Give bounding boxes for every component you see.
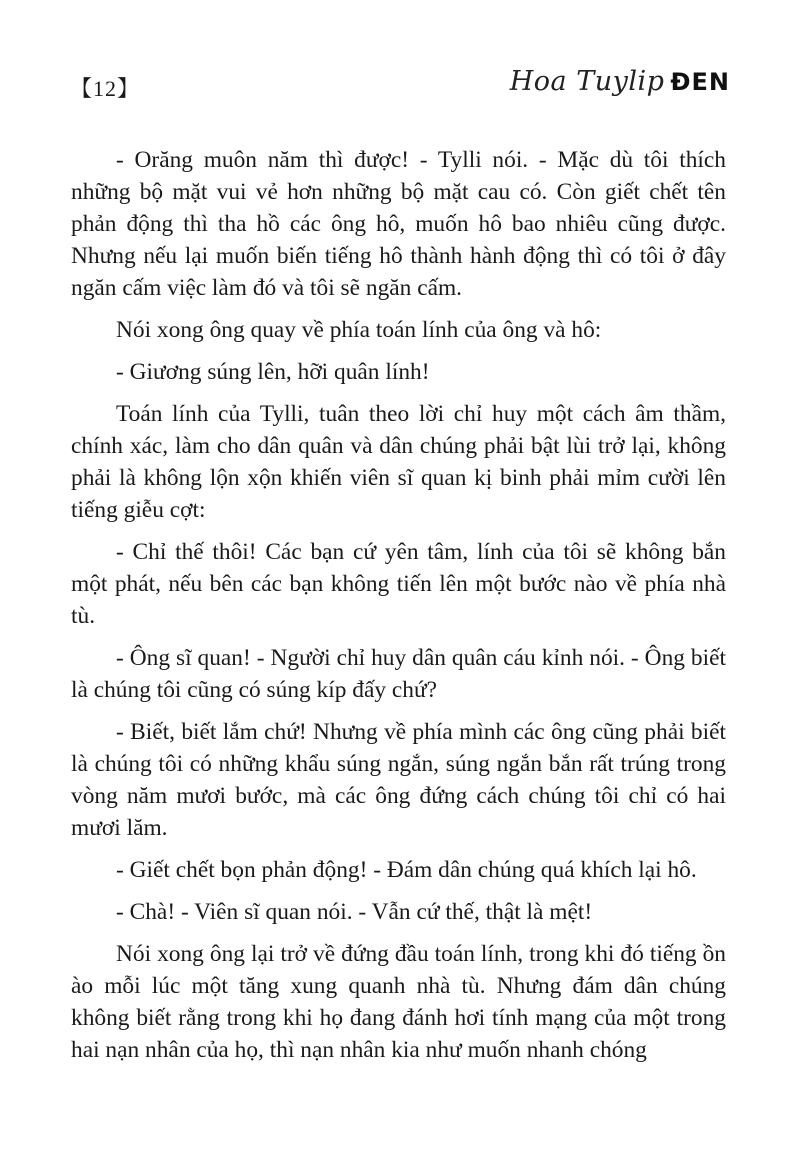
paragraph: - Ông sĩ quan! - Người chỉ huy dân quân cáu kỉnh nói. - Ông biết là chúng tôi cũng có súng kíp đấy chứ? xyxy=(71,645,726,703)
paragraph: - Giết chết bọn phản động! - Đám dân chúng quá khích lại hô. xyxy=(116,857,697,883)
paragraph: Nói xong ông lại trở về đứng đầu toán lính, trong khi đó tiếng ồn ào mỗi lúc một tăng xung quanh nhà tù. Nhưng đám dân chúng không biết rằng trong khi họ đang đánh hơi tính mạng của một trong hai nạn nhân của họ, thì nạn nhân kia như muốn nhanh chóng xyxy=(71,941,726,1063)
running-title-script: Hoa Tuylip xyxy=(509,66,665,97)
page-header xyxy=(70,66,730,102)
paragraph: - Giương súng lên, hỡi quân lính! xyxy=(116,359,430,385)
paragraph: - Biết, biết lắm chứ! Nhưng về phía mình các ông cũng phải biết là chúng tôi có những khẩu súng ngắn, súng ngắn bắn rất trúng trong vòng năm mươi bước, mà các ông đứng cách chúng tôi chỉ có hai mươi lăm. xyxy=(71,719,726,841)
paragraph: - Chỉ thế thôi! Các bạn cứ yên tâm, lính của tôi sẽ không bắn một phát, nếu bên các bạn không tiến lên một bước nào về phía nhà tù. xyxy=(71,539,726,629)
running-title xyxy=(510,66,730,97)
page-number: 【12】 xyxy=(70,76,141,101)
paragraph: - Orăng muôn năm thì được! - Tylli nói. - Mặc dù tôi thích những bộ mặt vui vẻ hơn những bộ mặt cau có. Còn giết chết tên phản động thì tha hồ các ông hô, muốn hô bao nhiêu cũng được. Nhưng nếu lại muốn biến tiếng hô thành hành động thì có tôi ở đây ngăn cấm việc làm đó và tôi sẽ ngăn cấm. xyxy=(71,147,726,301)
running-title-bold: ĐEN xyxy=(670,68,730,96)
paragraph: Nói xong ông quay về phía toán lính của ông và hô: xyxy=(116,317,602,343)
paragraph: Toán lính của Tylli, tuân theo lời chỉ huy một cách âm thầm, chính xác, làm cho dân quân và dân chúng phải bật lùi trở lại, không phải là không lộn xộn khiến viên sĩ quan kị binh phải mỉm cười lên tiếng giễu cợt: xyxy=(71,401,726,523)
paragraph: - Chà! - Viên sĩ quan nói. - Vẫn cứ thế, thật là mệt! xyxy=(116,899,593,925)
page-body xyxy=(71,144,726,1076)
